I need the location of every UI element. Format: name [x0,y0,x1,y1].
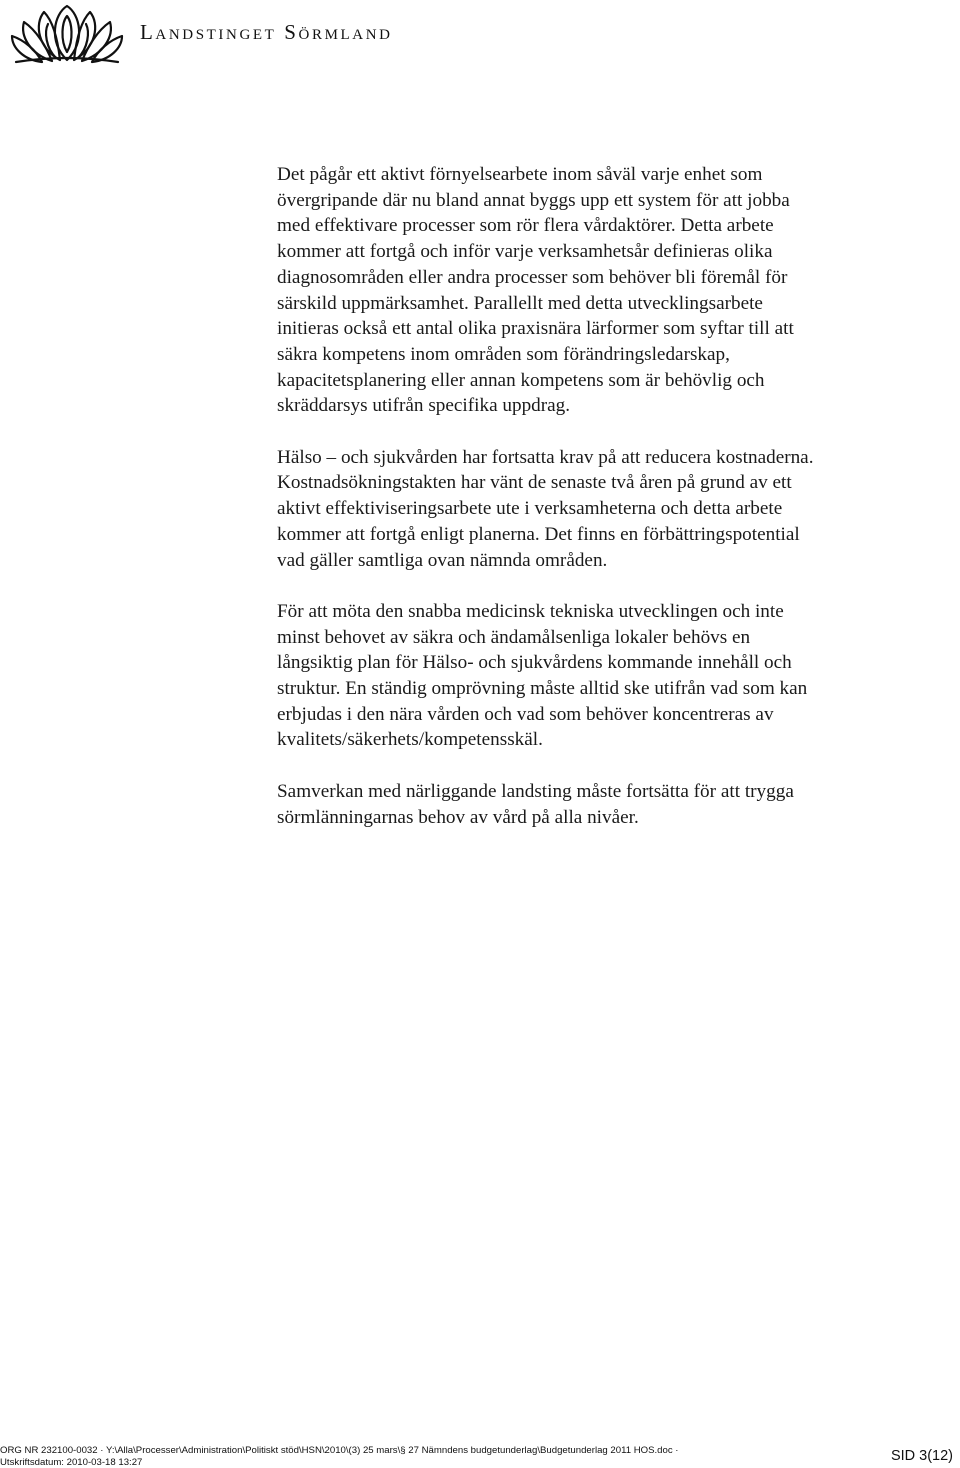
page-header [8,2,393,68]
paragraph [277,162,917,419]
text-line: kapacitetsplanering eller annan kompetens som är behövlig och [277,369,765,391]
text-line: erbjudas i den nära vården och vad som behöver koncentreras av [277,703,774,725]
text-line: initieras också ett antal olika praxisnära lärformer som syftar till att [277,318,794,340]
text-line: Hälso – och sjukvården har fortsatta krav på att reducera kostnaderna. [277,446,814,468]
text-line: kommer att fortgå och inför varje verksamhetsår definieras olika [277,241,773,263]
text-line: aktivt effektiviseringsarbete ute i verksamheterna och detta arbete [277,498,783,520]
text-line: Samverkan med närliggande landsting måste fortsätta för att trygga [277,780,794,802]
text-line: struktur. En ständig omprövning måste alltid ske utifrån vad som kan [277,678,808,700]
footer-print-date: Utskriftsdatum: 2010-03-18 13:27 [0,1456,143,1468]
text-line: vad gäller samtliga ovan nämnda områden. [277,549,608,571]
text-line: säkra kompetens inom områden som förändringsledarskap, [277,343,730,365]
text-line: minst behovet av säkra och ändamålsenliga lokaler behövs en [277,626,751,648]
paragraph [277,445,917,574]
footer-info [0,1445,679,1468]
text-line: För att möta den snabba medicinsk tekniska utvecklingen och inte [277,600,784,622]
text-line: diagnosområden eller andra processer som behöver bli föremål för [277,266,788,288]
paragraph [277,779,917,830]
text-line: med effektivare processer som rör flera vårdaktörer. Detta arbete [277,215,774,237]
paragraph [277,599,917,753]
page-number: SID 3(12) [890,1448,953,1464]
text-line: särskild uppmärksamhet. Parallellt med detta utvecklingsarbete [277,292,763,314]
document-body [277,162,917,856]
crown-wreath-logo-icon [8,2,126,68]
text-line: Kostnadsökningstakten har vänt de senaste två åren på grund av ett [277,472,792,494]
text-line: kommer att fortgå enligt planerna. Det finns en förbättringspotential [277,523,800,545]
text-line: långsiktig plan för Hälso- och sjukvårdens kommande innehåll och [277,652,792,674]
text-line: övergripande där nu bland annat byggs upp ett system för att jobba [277,189,790,211]
text-line: sörmlänningarnas behov av vård på alla nivåer. [277,806,639,828]
page-footer [0,1444,960,1468]
text-line: Det pågår ett aktivt förnyelsearbete inom såväl varje enhet som [277,164,763,185]
text-line: skräddarsys utifrån specifika uppdrag. [277,395,571,417]
footer-file-path: ORG NR 232100-0032 · Y:\Alla\Processer\Administration\Politiskt stöd\HSN\2010\(3) 25 mars\§ 27 Nämndens budgetunderlag\Budgetunderlag 2011 HOS.doc · [0,1445,679,1456]
text-line: kvalitets/säkerhets/kompetensskäl. [277,729,543,751]
organization-name: Landstinget Sörmland [140,20,393,44]
